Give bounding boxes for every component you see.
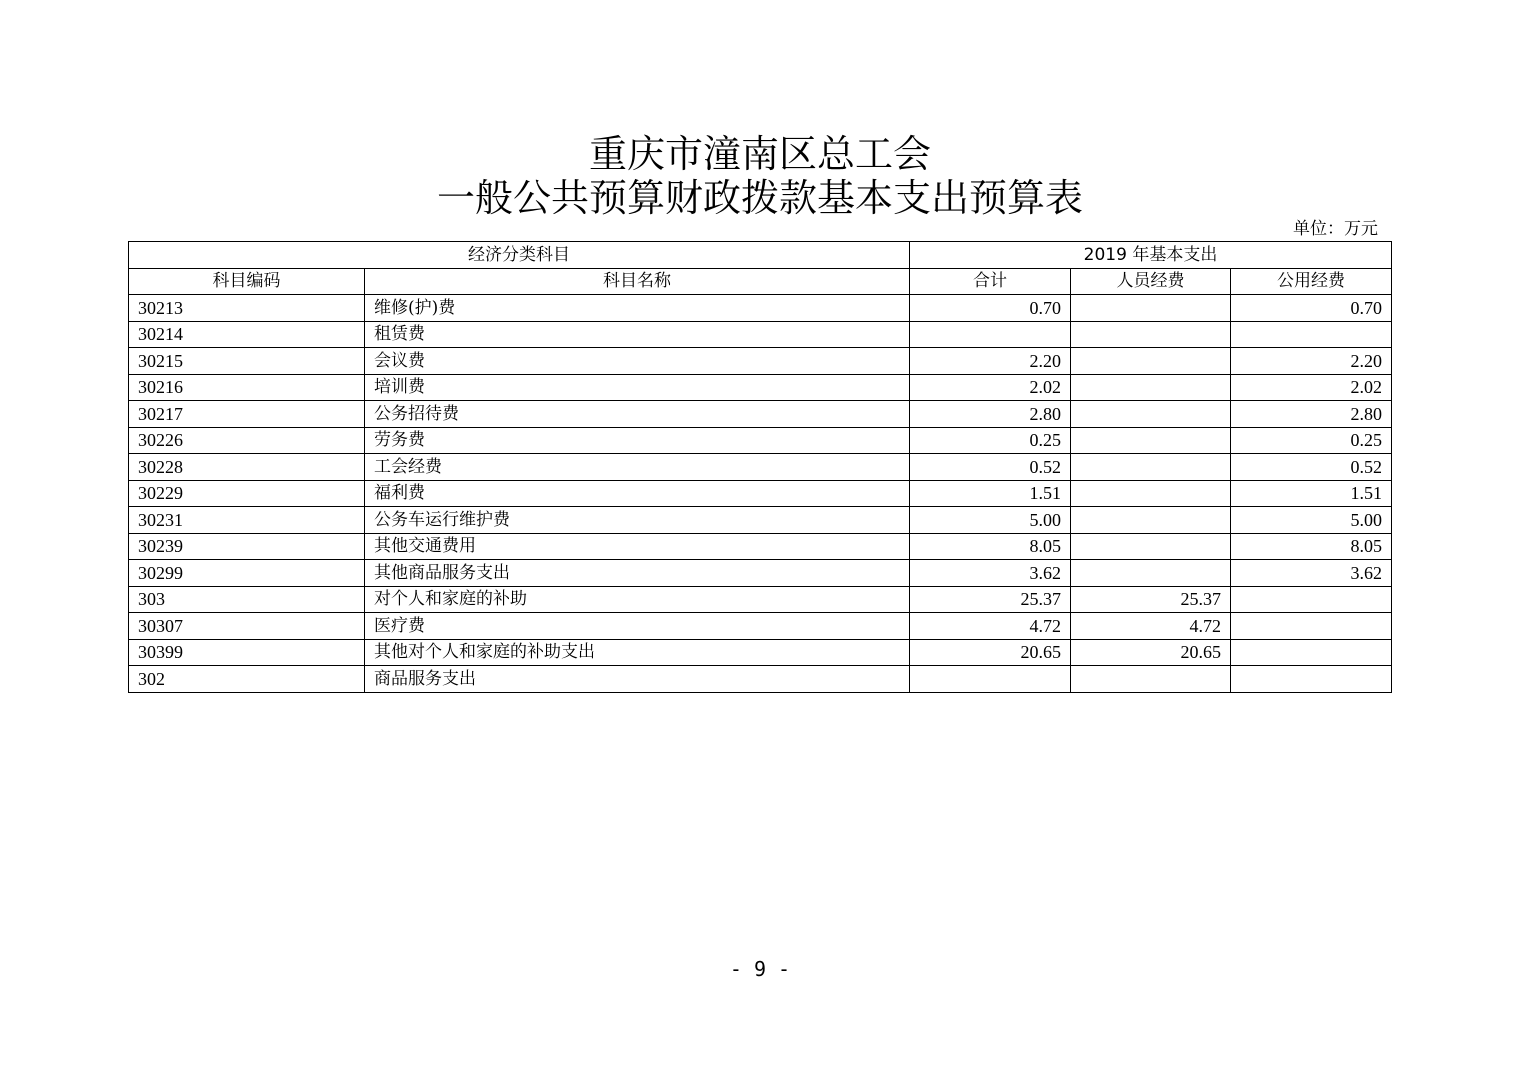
cell-public (1231, 639, 1392, 666)
header-personnel: 人员经费 (1071, 268, 1231, 295)
cell-personnel (1071, 666, 1231, 693)
cell-public: 2.20 (1231, 348, 1392, 375)
cell-total: 5.00 (910, 507, 1071, 534)
cell-total: 2.02 (910, 374, 1071, 401)
table-row (129, 480, 1392, 507)
cell-personnel (1071, 560, 1231, 587)
cell-personnel (1071, 533, 1231, 560)
cell-personnel (1071, 295, 1231, 322)
cell-code: 30239 (129, 533, 365, 560)
cell-total: 2.80 (910, 401, 1071, 428)
cell-code: 30231 (129, 507, 365, 534)
cell-name: 商品服务支出 (365, 666, 910, 693)
table-body (129, 295, 1392, 693)
cell-personnel (1071, 454, 1231, 481)
cell-name: 租赁费 (365, 321, 910, 348)
cell-code: 30229 (129, 480, 365, 507)
cell-name: 对个人和家庭的补助 (365, 586, 910, 613)
header-category: 经济分类科目 (129, 242, 910, 269)
cell-total: 4.72 (910, 613, 1071, 640)
cell-code: 302 (129, 666, 365, 693)
cell-public (1231, 586, 1392, 613)
cell-public: 5.00 (1231, 507, 1392, 534)
table-row (129, 586, 1392, 613)
cell-code: 30214 (129, 321, 365, 348)
cell-personnel (1071, 321, 1231, 348)
cell-public: 1.51 (1231, 480, 1392, 507)
header-public: 公用经费 (1231, 268, 1392, 295)
table-row (129, 639, 1392, 666)
table-row (129, 374, 1392, 401)
table-row (129, 427, 1392, 454)
cell-personnel: 4.72 (1071, 613, 1231, 640)
table-row (129, 454, 1392, 481)
cell-public: 2.80 (1231, 401, 1392, 428)
header-code: 科目编码 (129, 268, 365, 295)
cell-name: 培训费 (365, 374, 910, 401)
cell-name: 其他商品服务支出 (365, 560, 910, 587)
cell-name: 劳务费 (365, 427, 910, 454)
page-title: 重庆市潼南区总工会 (588, 132, 931, 176)
cell-name: 医疗费 (365, 613, 910, 640)
cell-code: 30217 (129, 401, 365, 428)
table-row (129, 613, 1392, 640)
cell-name: 会议费 (365, 348, 910, 375)
cell-public: 2.02 (1231, 374, 1392, 401)
cell-code: 30228 (129, 454, 365, 481)
cell-code: 303 (129, 586, 365, 613)
group-header-row (129, 242, 1392, 269)
cell-personnel (1071, 348, 1231, 375)
cell-total: 25.37 (910, 586, 1071, 613)
cell-code: 30399 (129, 639, 365, 666)
cell-code: 30299 (129, 560, 365, 587)
budget-table (128, 241, 1392, 693)
cell-total: 0.52 (910, 454, 1071, 481)
cell-public: 0.25 (1231, 427, 1392, 454)
cell-public (1231, 666, 1392, 693)
cell-public: 3.62 (1231, 560, 1392, 587)
cell-total: 2.20 (910, 348, 1071, 375)
cell-name: 福利费 (365, 480, 910, 507)
cell-code: 30213 (129, 295, 365, 322)
table-row (129, 560, 1392, 587)
header-year-expense: 2019 年基本支出 (910, 242, 1392, 269)
cell-personnel (1071, 374, 1231, 401)
page-subtitle: 一般公共预算财政拨款基本支出预算表 (436, 176, 1083, 220)
cell-total: 20.65 (910, 639, 1071, 666)
cell-name: 维修(护)费 (365, 295, 910, 322)
table-row (129, 321, 1392, 348)
table-row (129, 348, 1392, 375)
table-row (129, 666, 1392, 693)
cell-total: 0.70 (910, 295, 1071, 322)
cell-name: 工会经费 (365, 454, 910, 481)
cell-total: 1.51 (910, 480, 1071, 507)
cell-total: 0.25 (910, 427, 1071, 454)
unit-label: 单位：万元 (1293, 219, 1378, 239)
cell-code: 30216 (129, 374, 365, 401)
cell-personnel (1071, 427, 1231, 454)
cell-personnel: 20.65 (1071, 639, 1231, 666)
header-total: 合计 (910, 268, 1071, 295)
cell-public (1231, 321, 1392, 348)
cell-public: 8.05 (1231, 533, 1392, 560)
cell-total (910, 666, 1071, 693)
cell-code: 30226 (129, 427, 365, 454)
table-row (129, 507, 1392, 534)
table-row (129, 401, 1392, 428)
cell-name: 其他交通费用 (365, 533, 910, 560)
table-row (129, 295, 1392, 322)
cell-name: 其他对个人和家庭的补助支出 (365, 639, 910, 666)
cell-name: 公务招待费 (365, 401, 910, 428)
cell-code: 30215 (129, 348, 365, 375)
cell-total: 8.05 (910, 533, 1071, 560)
cell-public: 0.52 (1231, 454, 1392, 481)
cell-public: 0.70 (1231, 295, 1392, 322)
cell-personnel (1071, 480, 1231, 507)
cell-public (1231, 613, 1392, 640)
table-row (129, 533, 1392, 560)
header-name: 科目名称 (365, 268, 910, 295)
cell-total (910, 321, 1071, 348)
cell-personnel (1071, 401, 1231, 428)
column-header-row (129, 268, 1392, 295)
cell-total: 3.62 (910, 560, 1071, 587)
cell-personnel (1071, 507, 1231, 534)
cell-code: 30307 (129, 613, 365, 640)
page-number: - 9 - (729, 957, 791, 981)
cell-name: 公务车运行维护费 (365, 507, 910, 534)
cell-personnel: 25.37 (1071, 586, 1231, 613)
